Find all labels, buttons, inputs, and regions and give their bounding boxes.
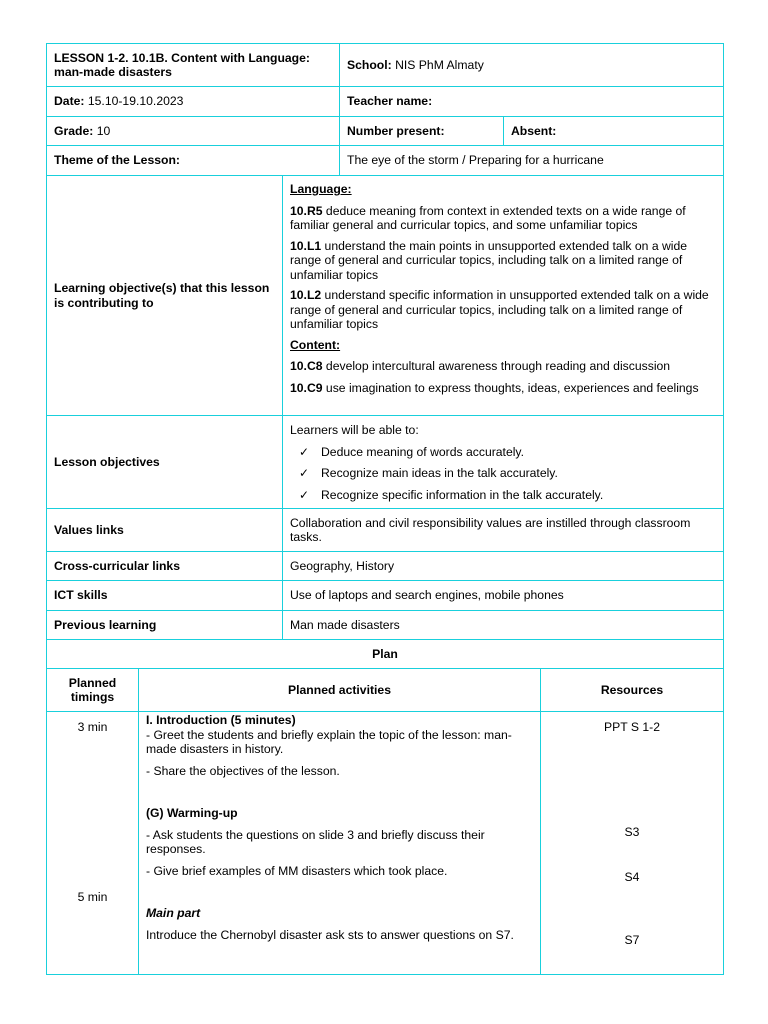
objective-item: 10.L1 understand the main points in unsupported extended talk on a wide range of general and curricular topics, including talk on a limited range of unfamiliar topics <box>290 238 688 282</box>
activities-cell <box>138 711 541 975</box>
checklist-item: ✓ Recognize specific information in the talk accurately. <box>290 488 716 503</box>
check-icon: ✓ <box>299 444 310 459</box>
check-icon: ✓ <box>299 487 310 502</box>
date-cell <box>46 86 340 117</box>
content-item: 10.C9 use imagination to express thoughts, ideas, experiences and feelings <box>290 380 699 395</box>
grade-value: 10 <box>96 123 111 138</box>
cross-label: Cross-curricular links <box>46 551 283 581</box>
checklist-item: ✓ Recognize main ideas in the talk accurately. <box>290 466 716 481</box>
ict-value: Use of laptops and search engines, mobile phones <box>282 580 724 611</box>
school-value: NIS PhM Almaty <box>395 57 484 72</box>
objectives-label: Learning objective(s) that this lesson is contributing to <box>46 175 283 416</box>
row-values <box>46 508 724 552</box>
lesson-objectives-intro: Learners will be able to: <box>290 423 419 437</box>
cross-value: Geography, History <box>282 551 724 581</box>
date-label: Date: <box>54 94 85 109</box>
row-grade <box>46 116 724 146</box>
lesson-objectives-label: Lesson objectives <box>46 415 283 509</box>
row-lesson-objectives <box>46 415 724 509</box>
row-learning-objectives <box>46 175 724 416</box>
values-label: Values links <box>46 508 283 552</box>
intro-heading: I. Introduction (5 minutes) <box>146 713 296 727</box>
warming-heading: (G) Warming-up <box>146 806 238 820</box>
row-plan-body <box>46 711 724 975</box>
grade-label: Grade: <box>54 123 94 138</box>
present-label: Number present: <box>339 116 504 146</box>
content-item: 10.C8 develop intercultural awareness through reading and discussion <box>290 359 671 373</box>
row-previous-learning <box>46 610 724 640</box>
row-theme <box>46 145 724 176</box>
header-resources: Resources <box>540 668 724 712</box>
language-heading: Language: <box>290 182 352 196</box>
header-activities: Planned activities <box>138 668 541 712</box>
activity-text: - Greet the students and briefly explain the topic of the lesson: man-made disasters in history. <box>146 727 512 756</box>
activity-text: - Ask students the questions on slide 3 and briefly discuss their responses. <box>146 827 485 856</box>
activity-text: - Give brief examples of MM disasters which took place. <box>146 863 448 878</box>
ict-label: ICT skills <box>46 580 283 611</box>
row-date <box>46 86 724 117</box>
check-icon: ✓ <box>299 466 310 480</box>
row-ict <box>46 580 724 611</box>
checklist-item: ✓ Deduce meaning of words accurately. <box>290 445 716 460</box>
timing-1: 3 min <box>77 720 108 734</box>
objectives-content <box>282 175 724 416</box>
lesson-plan-table <box>46 43 724 975</box>
previous-label: Previous learning <box>46 610 283 640</box>
teacher-label: Teacher name: <box>339 86 724 117</box>
plan-title: Plan <box>46 639 724 669</box>
objective-item: 10.R5 deduce meaning from context in extended texts on a wide range of familiar general and curricular topics, and some unfamiliar topics <box>290 203 686 232</box>
resource-item: S4 <box>624 870 640 884</box>
timing-2: 5 min <box>77 890 108 904</box>
content-heading: Content: <box>290 337 341 352</box>
row-plan-headers <box>46 668 724 712</box>
values-value: Collaboration and civil responsibility values are instilled through classroom tasks. <box>282 508 724 552</box>
row-plan-title <box>46 639 724 669</box>
row-lesson <box>46 43 724 87</box>
activity-text: Introduce the Chernobyl disaster ask sts to answer questions on S7. <box>146 927 514 942</box>
theme-value: The eye of the storm / Preparing for a hurricane <box>339 145 724 176</box>
absent-label: Absent: <box>503 116 724 146</box>
resource-item: S3 <box>624 825 640 839</box>
main-heading: Main part <box>146 906 201 920</box>
lesson-title: LESSON 1-2. 10.1B. Content with Language: man-made disasters <box>46 43 340 87</box>
resources-cell <box>540 711 724 975</box>
objective-item: 10.L2 understand specific information in unsupported extended talk on a wide range of general and curricular topics, including talk on a limited range of unfamiliar topics <box>290 288 709 331</box>
header-timings: Planned timings <box>46 668 139 712</box>
school-label: School: <box>347 57 392 72</box>
timings-cell <box>46 711 139 975</box>
activity-text: - Share the objectives of the lesson. <box>146 763 340 778</box>
theme-label: Theme of the Lesson: <box>46 145 340 176</box>
date-value: 15.10-19.10.2023 <box>87 94 184 109</box>
resource-item: S7 <box>624 933 640 947</box>
school-cell <box>339 43 724 87</box>
grade-cell <box>46 116 340 146</box>
resource-item: PPT S 1-2 <box>604 720 660 734</box>
lesson-objectives-content <box>282 415 724 509</box>
previous-value: Man made disasters <box>282 610 724 640</box>
row-cross-curricular <box>46 551 724 581</box>
